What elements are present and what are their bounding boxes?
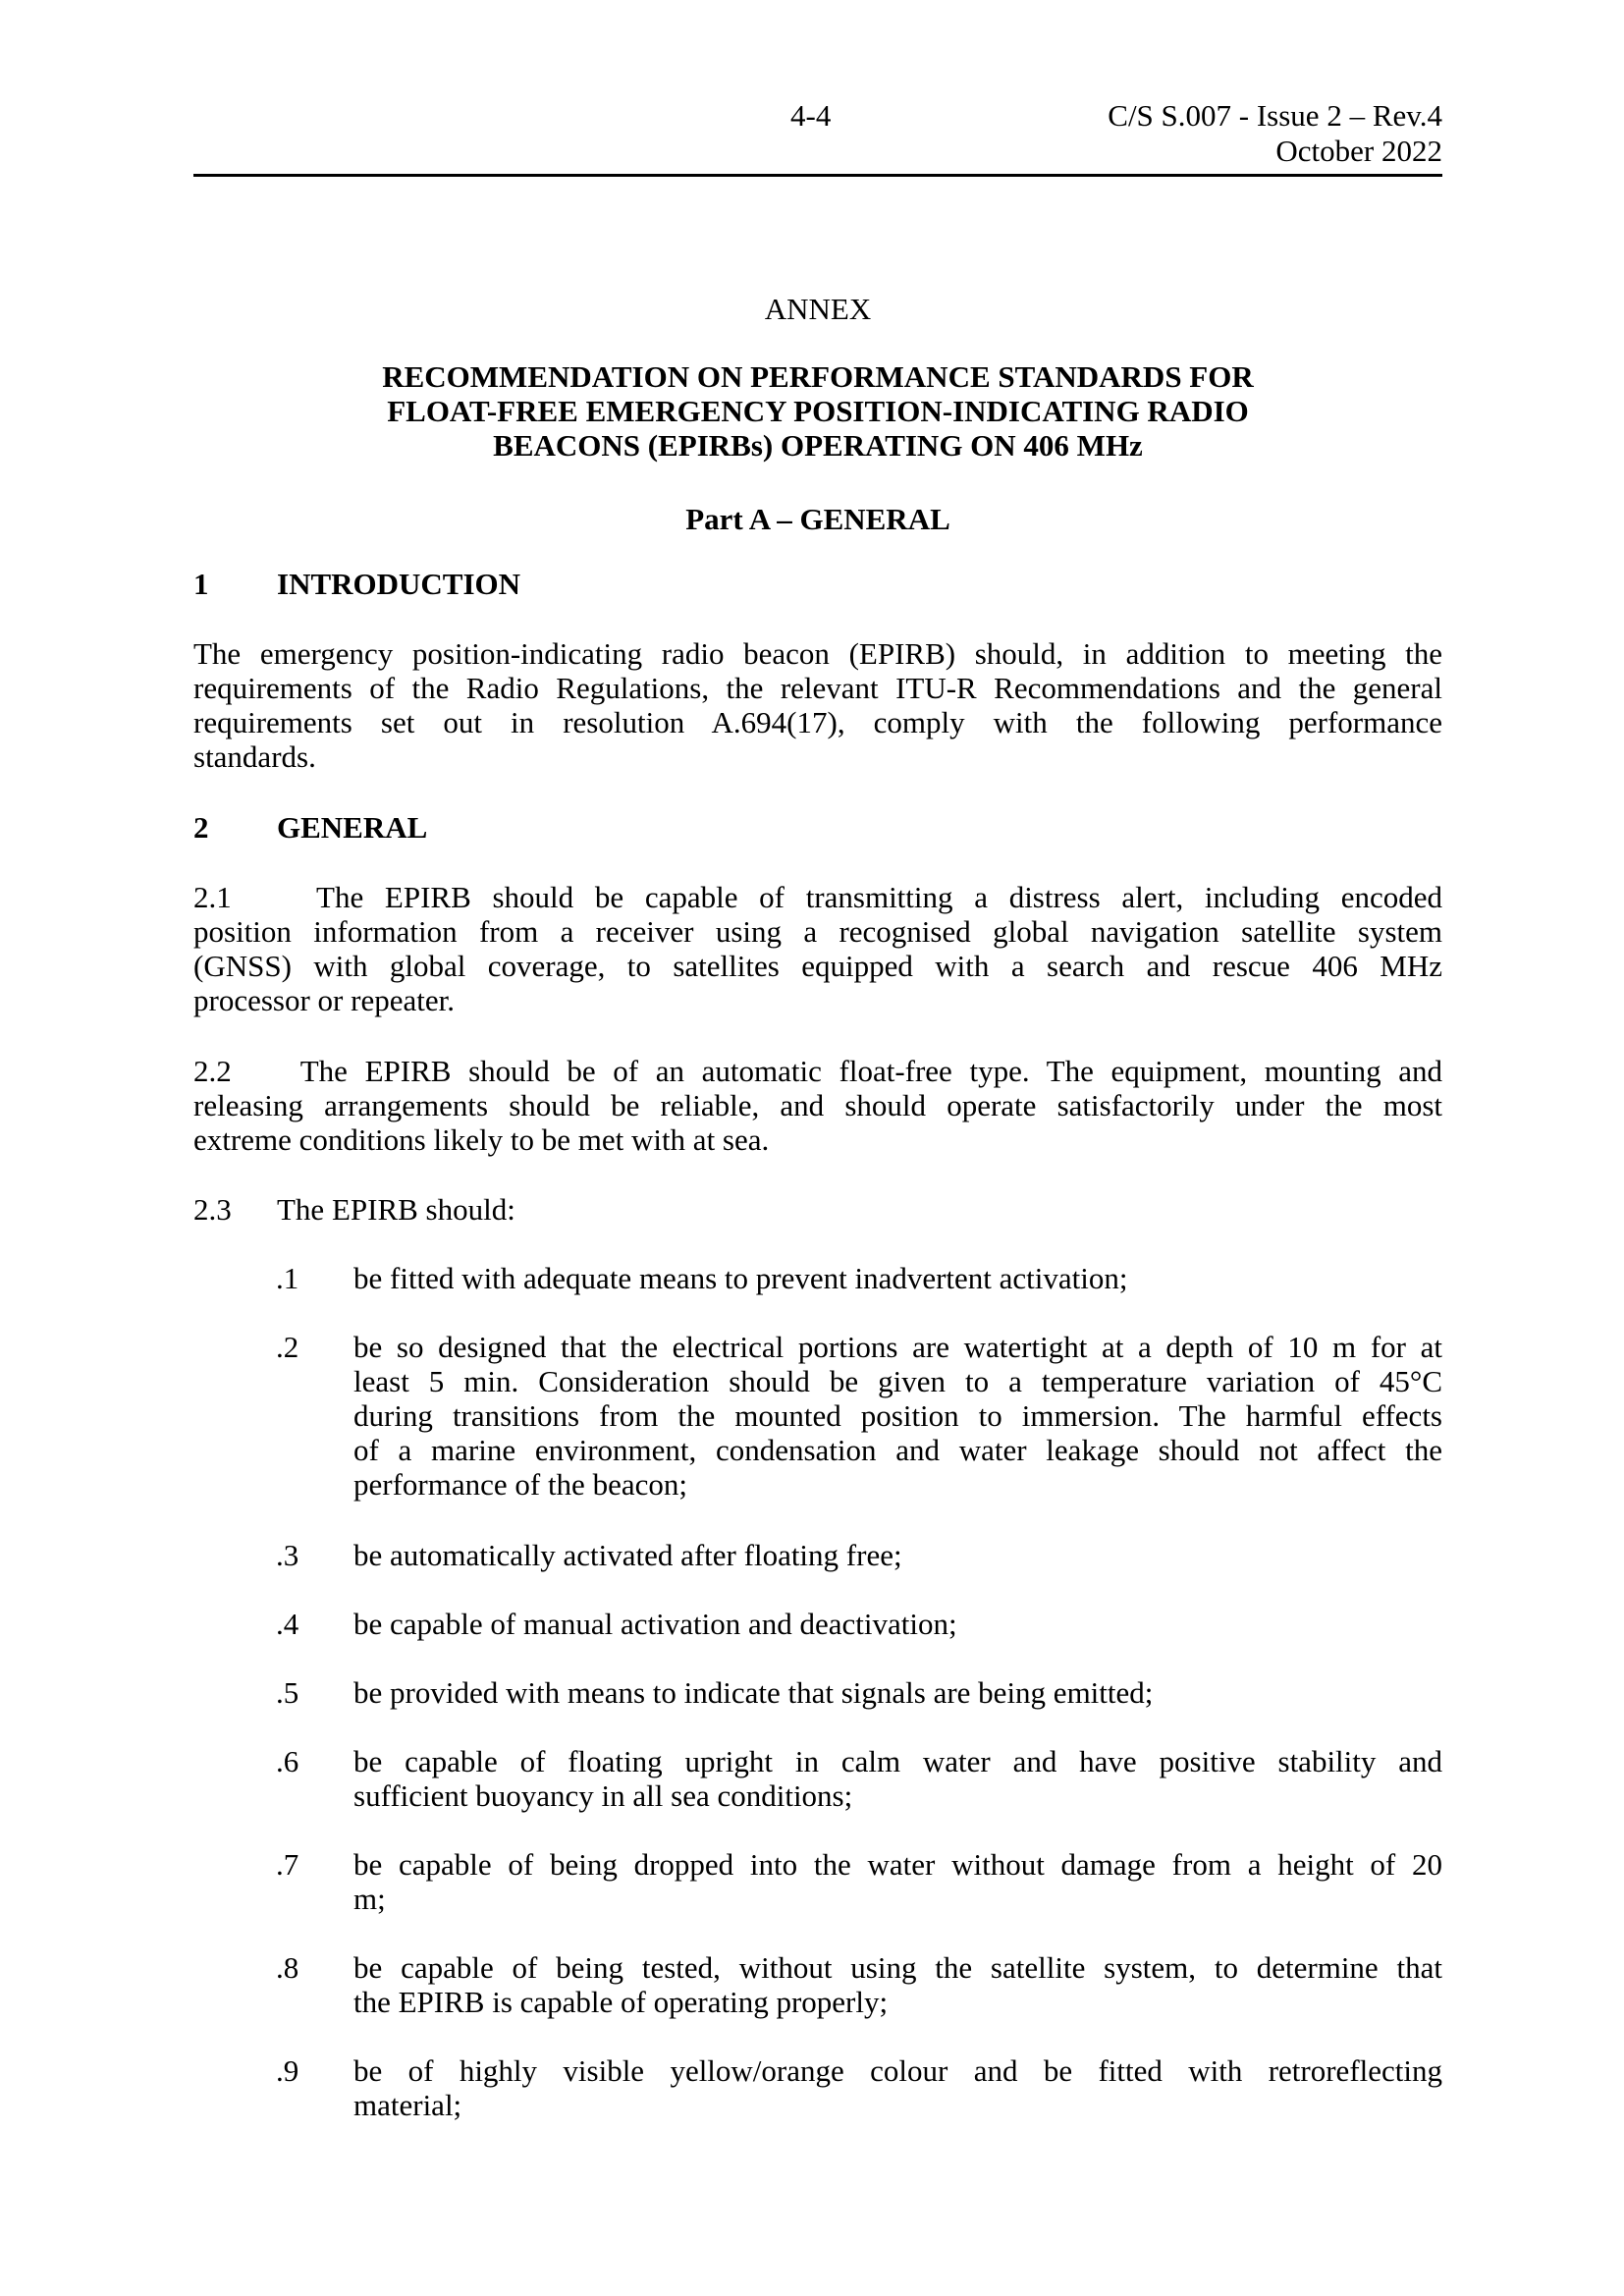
page-number: 4-4 — [790, 98, 832, 133]
paragraph-line: standards. — [193, 739, 316, 774]
list-item — [353, 1538, 1442, 1572]
title-line: RECOMMENDATION ON PERFORMANCE STANDARDS FOR — [382, 359, 1254, 394]
list-item — [353, 1330, 1442, 1502]
list-item-number: .7 — [276, 1847, 299, 1882]
list-item-number: .8 — [276, 1950, 299, 1985]
document-reference: C/S S.007 - Issue 2 – Rev.4 — [1108, 98, 1442, 133]
list-item-line: be fitted with adequate means to prevent inadvertent activation; — [353, 1261, 1128, 1295]
list-item — [353, 1675, 1442, 1710]
list-item-line: be automatically activated after floating free; — [353, 1538, 902, 1572]
document-date: October 2022 — [1275, 134, 1442, 168]
annex-label: ANNEX — [764, 292, 872, 326]
list-item-number: .2 — [276, 1330, 299, 1364]
recommendation-title — [193, 359, 1442, 463]
list-item — [353, 2053, 1442, 2122]
section-title: GENERAL — [277, 810, 428, 845]
list-item-line: least 5 min. Consideration should be given to a temperature variation of 45°C — [353, 1364, 1442, 1398]
list-item-line: material; — [353, 2088, 462, 2122]
paragraph-line — [193, 1054, 1442, 1088]
list-item-line: m; — [353, 1882, 386, 1916]
paragraph-line: requirements set out in resolution A.694(17), comply with the following performance — [193, 705, 1442, 739]
list-item-number: .6 — [276, 1744, 299, 1778]
paragraph-2-3-lead: The EPIRB should: — [277, 1192, 515, 1227]
section-title: INTRODUCTION — [277, 567, 521, 601]
list-item-line: be of highly visible yellow/orange colour and be fitted with retroreflecting — [353, 2053, 1442, 2088]
list-item-line: be provided with means to indicate that signals are being emitted; — [353, 1675, 1154, 1710]
list-item — [353, 1744, 1442, 1813]
list-item-line: sufficient buoyancy in all sea conditions; — [353, 1778, 853, 1813]
paragraph-line: The emergency position-indicating radio beacon (EPIRB) should, in addition to meeting the — [193, 636, 1442, 671]
paragraph-line: requirements of the Radio Regulations, the relevant ITU-R Recommendations and the general — [193, 671, 1442, 705]
paragraph-2-1 — [193, 880, 1442, 1017]
part-title: Part A – GENERAL — [685, 502, 950, 536]
list-item-number: .3 — [276, 1538, 299, 1572]
list-item-line: be so designed that the electrical portions are watertight at a depth of 10 m for at — [353, 1330, 1442, 1364]
list-item — [353, 1261, 1442, 1295]
title-line: FLOAT-FREE EMERGENCY POSITION-INDICATING RADIO — [387, 394, 1249, 428]
list-item-line: be capable of being dropped into the water without damage from a height of 20 — [353, 1847, 1442, 1882]
paragraph-text: The EPIRB should be capable of transmitting a distress alert, including encoded — [316, 880, 1442, 914]
paragraph-2-2 — [193, 1054, 1442, 1157]
paragraph-line: extreme conditions likely to be met with at sea. — [193, 1122, 770, 1157]
list-item-line: be capable of floating upright in calm water and have positive stability and — [353, 1744, 1442, 1778]
paragraph-text: The EPIRB should be of an automatic float-free type. The equipment, mounting and — [299, 1054, 1442, 1088]
paragraph-number: 2.3 — [193, 1192, 232, 1227]
list-item-number: .9 — [276, 2053, 299, 2088]
paragraph-number: 2.1 — [193, 880, 232, 914]
list-item-line: performance of the beacon; — [353, 1467, 687, 1502]
list-item — [353, 1607, 1442, 1641]
list-item-number: .1 — [276, 1261, 299, 1295]
paragraph-line: releasing arrangements should be reliable, and should operate satisfactorily under the most — [193, 1088, 1442, 1122]
list-item — [353, 1847, 1442, 1916]
intro-paragraph — [193, 636, 1442, 774]
list-item — [353, 1950, 1442, 2019]
list-item-line: during transitions from the mounted position to immersion. The harmful effects — [353, 1398, 1442, 1433]
title-line: BEACONS (EPIRBs) OPERATING ON 406 MHz — [493, 428, 1143, 463]
paragraph-line: (GNSS) with global coverage, to satellites equipped with a search and rescue 406 MHz — [193, 949, 1442, 983]
list-item-line: of a marine environment, condensation and water leakage should not affect the — [353, 1433, 1442, 1467]
section-number: 1 — [193, 567, 209, 601]
list-item-number: .5 — [276, 1675, 299, 1710]
section-number: 2 — [193, 810, 209, 845]
paragraph-number: 2.2 — [193, 1054, 232, 1088]
page-header — [193, 95, 1442, 177]
list-item-line: the EPIRB is capable of operating properly; — [353, 1985, 889, 2019]
paragraph-line: processor or repeater. — [193, 983, 455, 1017]
list-item-line: be capable of manual activation and deactivation; — [353, 1607, 957, 1641]
paragraph-line: position information from a receiver using a recognised global navigation satellite system — [193, 914, 1442, 949]
paragraph-line — [193, 880, 1442, 914]
list-item-line: be capable of being tested, without using the satellite system, to determine that — [353, 1950, 1442, 1985]
list-item-number: .4 — [276, 1607, 299, 1641]
